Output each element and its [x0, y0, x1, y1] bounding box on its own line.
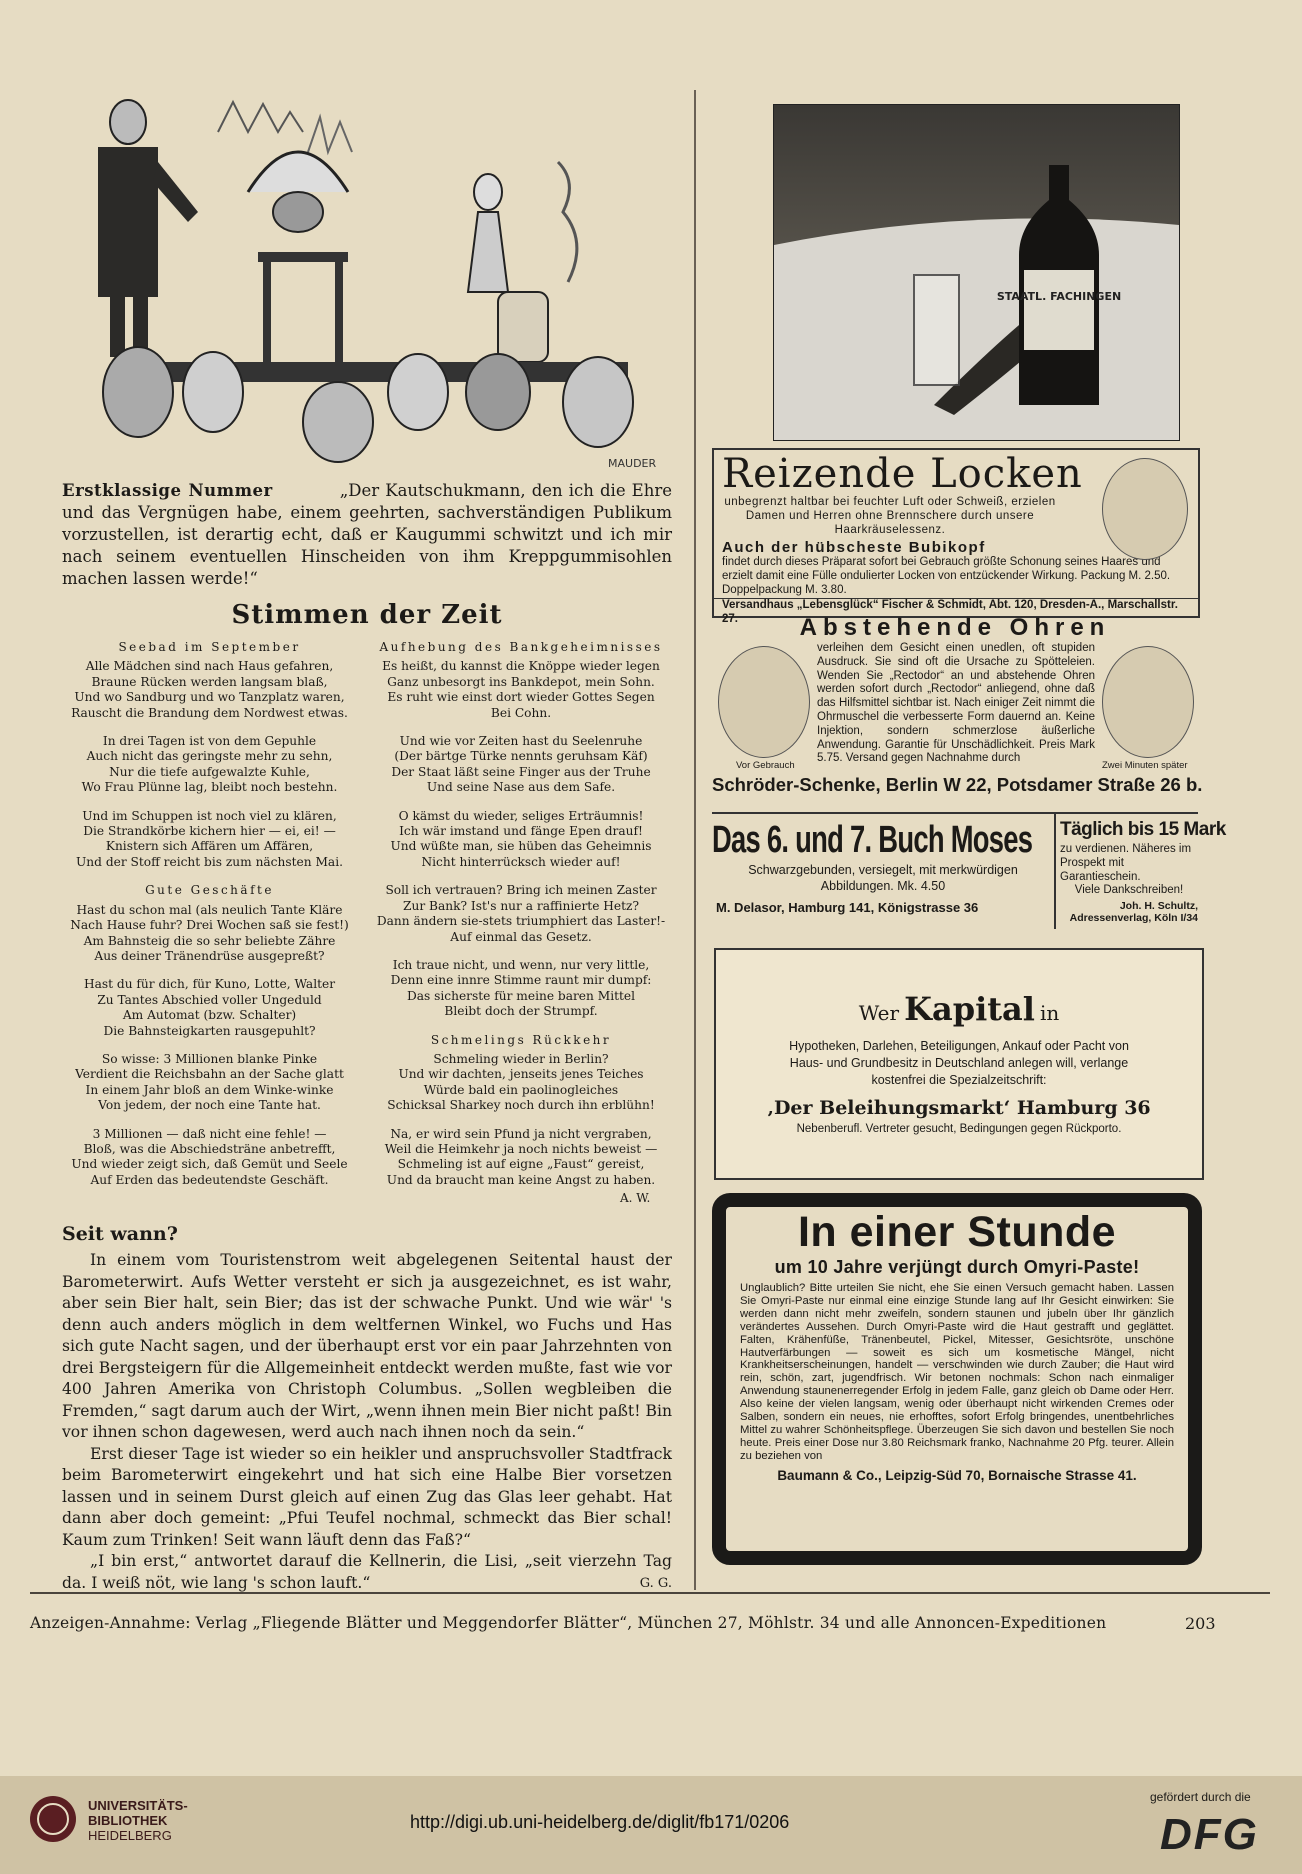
ad-stunde-sub: um 10 Jahre verjüngt durch Omyri-Paste!	[774, 1257, 1140, 1277]
poem-line: Und seine Nase aus dem Safe.	[426, 780, 616, 795]
ad-ohren-address: Schröder-Schenke, Berlin W 22, Potsdamer Straße 26 b.	[712, 774, 1203, 795]
section-title: Stimmen der Zeit	[231, 600, 503, 630]
poem-line: (Der bärtge Türke nennts geruhsam Käf)	[394, 749, 648, 764]
poem-stanza	[62, 1052, 357, 1114]
poem-stanza	[370, 734, 672, 796]
article-signature: G. G.	[639, 1575, 672, 1591]
ad-kapital-journal: ‚Der Beleihungsmarkt‘ Hamburg 36	[767, 1097, 1151, 1119]
poem-line: Es ruht wie einst dort wieder Gottes Segen	[387, 690, 655, 705]
caption	[62, 480, 672, 590]
poem-line: Nach Hause fuhr? Drei Wochen saß sie fest!)	[70, 918, 349, 933]
ad-ohren-before: Vor Gebrauch	[736, 760, 795, 771]
poem-line: Alle Mädchen sind nach Haus gefahren,	[85, 659, 334, 674]
poem-line: Es heißt, du kannst die Knöppe wieder legen	[382, 659, 660, 674]
poem-line: Schmeling ist auf eigne „Faust“ gereist,	[397, 1157, 645, 1172]
poem-stanza	[62, 809, 357, 871]
ad-stunde	[712, 1193, 1202, 1565]
man-portrait-before	[718, 646, 810, 758]
poem-line: Hast du schon mal (als neulich Tante Kläre	[76, 902, 343, 917]
poem-line: Und wieder zeigt sich, daß Gemüt und Seele	[71, 1157, 348, 1172]
ad-locken-intro: unbegrenzt haltbar bei feuchter Luft oder Schweiß, erzielen Damen und Herren ohne Brennschere durch unsere Haarkräuselessenz.	[724, 496, 1056, 536]
ad-kapital	[714, 948, 1204, 1180]
poem-line: O kämst du wieder, seliges Erträumnis!	[398, 808, 644, 823]
poem-line: Und da braucht man keine Angst zu haben.	[386, 1172, 656, 1187]
poem-line: Am Bahnsteig die so sehr beliebte Zähre	[83, 933, 336, 948]
poem-line: Bei Cohn.	[490, 705, 552, 720]
poem-heading: Gute Geschäfte	[145, 883, 274, 898]
poem-stanza	[370, 1033, 672, 1114]
woman-portrait	[1102, 458, 1188, 560]
ad-kapital-post: in	[1039, 1001, 1060, 1025]
poem-stanza	[370, 1127, 672, 1189]
poem-heading: Aufhebung des Bankgeheimnisses	[379, 640, 663, 654]
poem-line: Soll ich vertrauen? Bring ich meinen Zaster	[385, 883, 657, 898]
bottle-label: STAATL. FACHINGEN	[996, 290, 1122, 303]
ad-kapital-body: Hypotheken, Darlehen, Beteiligungen, Ankauf oder Pacht von Haus- und Grundbesitz in Deutschland anlegen will, verlange kostenfrei die Spezialzeitschrift:	[789, 1039, 1129, 1087]
ad-mark-title: Täglich bis 15 Mark	[1060, 819, 1226, 840]
mineral-water-photo	[773, 104, 1180, 441]
poem-line: Ich traue nicht, und wenn, nur very little,	[392, 957, 650, 972]
page-number: 203	[1185, 1614, 1216, 1633]
ad-ohren-body: verleihen dem Gesicht einen unedlen, oft stupiden Ausdruck. Sie sind oft die Ursache zu Spötteleien. Wenden Sie „Rectodor“ an und abstehende Ohren werden sofort durch „Rectodor“ anliegend, ohne daß das Hilfsmittel sichtbar ist. Nach einiger Zeit nimmt die Ohrmuschel die verbesserte Form dauernd an. Keine Injektion, sondern schmerzlose äußerliche Anwendung. Garantie für Unschädlichkeit. Preis Mark 5.75. Versand gegen Nachnahme durch	[817, 642, 1095, 765]
poem-line: Bleibt doch der Strumpf.	[444, 1004, 598, 1019]
funded-by: gefördert durch die	[1150, 1790, 1251, 1804]
ad-kapital-title: Kapital	[904, 990, 1035, 1028]
poem-line: Am Automat (bzw. Schalter)	[122, 1008, 297, 1023]
ad-stunde-title: In einer Stunde	[797, 1208, 1117, 1256]
ad-moses-title: Das 6. und 7. Buch Moses	[712, 819, 1033, 861]
ad-moses-body: Schwarzgebunden, versiegelt, mit merkwürdigen Abbildungen. Mk. 4.50	[748, 863, 1018, 893]
column-divider	[694, 90, 696, 1590]
poem-line: In einem Jahr bloß an dem Winke-winke	[85, 1082, 334, 1097]
ad-kapital-note: Nebenberufl. Vertreter gesucht, Bedingungen gegen Rückporto.	[796, 1123, 1122, 1135]
poem-line: Auch nicht das geringste mehr zu sehn,	[86, 749, 333, 764]
poem-stanza	[62, 1127, 357, 1189]
poem-line: Von jedem, der noch eine Tante hat.	[98, 1098, 321, 1113]
caption-text: „Der Kautschukmann, den ich die Ehre und das Vergnügen habe, einem geehrten, sachverständigen Publikum vorzustellen, ist derartig echt, daß er Kaugummi schwitzt und ich mir nach seinem eventuellen Hinscheiden von ihm Kreppgummisohlen machen lassen werde!“	[62, 481, 672, 588]
university-seal-icon	[28, 1794, 78, 1844]
poem-line: Nicht hinterrücksch wieder auf!	[421, 854, 621, 869]
poem-line: Braune Rücken werden langsam blaß,	[91, 674, 328, 689]
ad-stunde-address: Baumann & Co., Leipzig-Süd 70, Bornaische Strasse 41.	[777, 1467, 1137, 1483]
poem-column-right	[370, 640, 672, 1201]
poem-line: Die Bahnsteigkarten rausgepuhlt?	[103, 1023, 316, 1038]
poem-line: Bloß, was die Abschiedsträne anbetrefft,	[83, 1141, 336, 1156]
poem-line: Rauscht die Brandung dem Nordwest etwas.	[71, 705, 348, 720]
ad-ohren-title: Abstehende Ohren	[799, 614, 1111, 641]
article-title: Seit wann?	[62, 1223, 178, 1245]
poem-line: Das sicherste für meine baren Mittel	[406, 988, 636, 1003]
poem-stanza	[370, 640, 672, 721]
poem-stanza	[370, 809, 672, 871]
ad-mark-address: Joh. H. Schultz, Adressenverlag, Köln I/34	[1069, 900, 1198, 925]
library-name-line: BIBLIOTHEK	[88, 1813, 168, 1828]
ad-ohren-after: Zwei Minuten später	[1102, 760, 1188, 771]
ad-ohren	[712, 612, 1203, 814]
poem-stanza	[62, 977, 357, 1039]
poem-line: Verdient die Reichsbahn an der Sache glatt	[75, 1067, 344, 1082]
poem-stanza	[62, 883, 357, 964]
poem-line: Aus deiner Tränendrüse ausgepreßt?	[94, 948, 325, 963]
dfg-logo: DFG	[1160, 1810, 1259, 1859]
poem-line: Na, er wird sein Pfund ja nicht vergraben,	[390, 1126, 652, 1141]
library-name	[88, 1798, 188, 1843]
poem-heading: Seebad im September	[118, 640, 301, 654]
poem-column-left	[62, 640, 357, 1201]
poem-line: Hast du für dich, für Kuno, Lotte, Walter	[83, 977, 336, 992]
poem-line: Dann ändern sie-stets triumphiert das Laster!-	[376, 914, 666, 929]
ad-locken-sub: Auch der hübscheste Bubikopf	[722, 539, 986, 557]
poem-line: Weil die Heimkehr ja noch nichts beweist —	[384, 1141, 658, 1156]
footer-rule	[30, 1592, 1270, 1594]
ad-moses	[712, 813, 1056, 929]
poem-heading: Schmelings Rückkehr	[430, 1032, 612, 1047]
ad-kapital-pre: Wer	[858, 1001, 900, 1025]
poem-line: 3 Millionen — daß nicht eine fehle! —	[92, 1126, 327, 1141]
poem-line: Auf Erden das bedeutendste Geschäft.	[90, 1172, 329, 1187]
poem-line: Ich wär imstand und fänge Epen drauf!	[399, 824, 643, 839]
poem-stanza	[370, 883, 672, 945]
ad-stunde-body: Unglaublich? Bitte urteilen Sie nicht, ehe Sie einen Versuch gemacht haben. Lassen Sie Omyri-Paste nur einmal eine einzige Stunde lang auf Ihr Gesicht einwirken: Sie werden dann nicht mehr zweifeln, sondern staunen und jubeln über Ihr gänzlich verändertes Aussehen. Durch Omyri-Paste wird die Haut gestrafft und geglättet. Falten, Krähenfüße, Tränenbeutel, Pickel, Mitesser, Gesichtsröte, unschöne Hautverfärbungen — soweit es sich um kosmetische Mängel, nicht Krankheitserscheinungen, handelt — verschwinden wie durch Zauber; die Haut wird rein, schön, zart, jugendfrisch. Wir betonen nochmals: Schon nach einmaliger Anwendung staunenerregender Erfolg in jedem Falle, ganz gleich ob Dame oder Herr. Also keine der vielen langsam, wenig oder überhaupt nicht wirkenden Cremes oder Salben, sondern ein neues, nie erhofftes, sofort Erfolg bringendes, unentbehrliches Mittel zu wahrer Schönheitspflege. Überzeugen Sie sich davon und bestellen Sie noch heute. Preis einer Dose nur 3.80 Reichsmark franko, Nachnahme 20 Pfg. teurer. Allein zu beziehen von	[740, 1282, 1174, 1462]
ad-locken-body: findet durch dieses Präparat sofort bei Gebrauch größte Schonung seines Haares und erzielt damit eine Fülle ondulierter Locken von entzückender Wirkung. Packung M. 2.50. Doppelpackung M. 3.80.	[722, 556, 1171, 596]
poem-line: Auf einmal das Gesetz.	[450, 929, 592, 944]
poem-line: Denn eine innre Stimme raunt mir dumpf:	[390, 973, 652, 988]
ad-mark-body: zu verdienen. Näheres im Prospekt mit Garantieschein.	[1060, 843, 1192, 883]
library-bar	[0, 1776, 1302, 1874]
library-name-line: UNIVERSITÄTS-	[88, 1798, 188, 1813]
poem-signature: A. W.	[620, 1191, 651, 1205]
article-paragraph: Erst dieser Tage ist wieder so ein heikler und anspruchsvoller Stadtfrack beim Barometerwirt eingekehrt und hat sich eine Halbe Bier vorsetzen lassen und in seinem Durst gleich auf einen Zug das Glas leer gehabt. Hat dann aber doch gemeint: „Pfui Teufel nochmal, schmeckt das Bier schal! Kaum zum Trinken! Seit wann läuft denn das Faß?“	[62, 1444, 672, 1549]
poem-line: Nur die tiefe aufgewalzte Kuhle,	[109, 764, 310, 779]
library-name-line: HEIDELBERG	[88, 1828, 172, 1843]
ad-moses-address: M. Delasor, Hamburg 141, Königstrasse 36	[716, 900, 979, 915]
cartoon-illustration	[58, 92, 678, 472]
ad-kapital-heading	[716, 950, 1202, 1028]
poem-line: Ganz unbesorgt ins Bankdepot, mein Sohn.	[387, 674, 655, 689]
poem-line: Und wir dachten, jenseits jenes Teiches	[398, 1067, 644, 1082]
poem-line: Zur Bank? Ist's nur a raffinierte Hetz?	[403, 898, 639, 913]
ad-locken-title: Reizende Locken	[722, 451, 1083, 497]
article-paragraph: In einem vom Touristenstrom weit abgelegenen Seitental haust der Barometerwirt. Aufs Wetter versteht er sich ja ausgezeichnet, es ist wahr, aber sein Bier halt, sein Bier; das ist der schwache Punkt. Und wie wär' 's denn auch anders möglich in dem weltfernen Winkel, wo Fuchs und Has sich gute Nacht sagen, und der überhaupt erst vor ein paar Jahrzehnten von drei Bergsteigern für die Allgemeinheit entdeckt werden mußte, fast wie vor 400 Jahren Amerika von Christoph Columbus. „Sollen wegbleiben die Fremden,“ sagt darum auch der Wirt, „wenn ihnen mein Bier nicht paßt! Bin vor ihnen schon dagewesen, werd auch nach ihnen noch da sein.“	[62, 1251, 672, 1441]
poem-line: Und wüßte man, sie hüben das Geheimnis	[390, 839, 652, 854]
man-portrait-after	[1102, 646, 1194, 758]
poem-line: Würde bald ein paolinogleiches	[423, 1082, 619, 1097]
ad-mark-thanks: Viele Dankschreiben!	[1074, 884, 1184, 897]
poem-line: In drei Tagen ist von dem Gepuhle	[102, 734, 317, 749]
poem-stanza	[62, 734, 357, 796]
poem-stanza	[370, 958, 672, 1020]
ad-mark	[1056, 813, 1226, 929]
poem-line: So wisse: 3 Millionen blanke Pinke	[101, 1051, 318, 1066]
illustration-signature: MAUDER	[608, 457, 657, 470]
poem-line: Schicksal Sharkey noch durch ihn erblühn!	[387, 1098, 655, 1113]
footer-text: Anzeigen-Annahme: Verlag „Fliegende Blätter und Meggendorfer Blätter“, München 27, Möhlstr. 34 und alle Annoncen-Expeditionen	[30, 1614, 1107, 1632]
poem-line: Knistern sich Affären um Affären,	[105, 839, 314, 854]
poem-line: Der Staat läßt seine Finger aus der Truhe	[391, 764, 651, 779]
poem-line: Schmeling wieder in Berlin?	[433, 1051, 609, 1066]
poem-line: Und der Stoff reicht bis zum nächsten Mai.	[76, 854, 343, 869]
poem-line: Zu Tantes Abschied voller Ungeduld	[97, 992, 322, 1007]
poem-stanza	[62, 640, 357, 721]
caption-lead: Erstklassige Nummer	[62, 481, 273, 500]
permalink-url[interactable]: http://digi.ub.uni-heidelberg.de/diglit/fb171/0206	[410, 1812, 790, 1832]
poem-line: Wo Frau Plünne lag, bleibt noch bestehn.	[81, 780, 338, 795]
poem-line: Und wie vor Zeiten hast du Seelenruhe	[399, 734, 643, 749]
poem-line: Und wo Sandburg und wo Tanzplatz waren,	[74, 690, 345, 705]
ad-locken-address: Versandhaus „Lebensglück“ Fischer & Schmidt, Abt. 120, Dresden-A., Marschallstr. 27.	[714, 598, 1198, 627]
poem-line: Und im Schuppen ist noch viel zu klären,	[82, 808, 337, 823]
article-body	[62, 1250, 672, 1594]
ad-locken	[712, 448, 1200, 625]
article-paragraph: „I bin erst,“ antwortet darauf die Kellnerin, die Lisi, „seit vierzehn Tag da. I weiß nöt, wie lang 's schon lauft.“ G. G.	[62, 1551, 672, 1594]
poem-line: Die Strandkörbe kichern hier — ei, ei! —	[83, 824, 336, 839]
